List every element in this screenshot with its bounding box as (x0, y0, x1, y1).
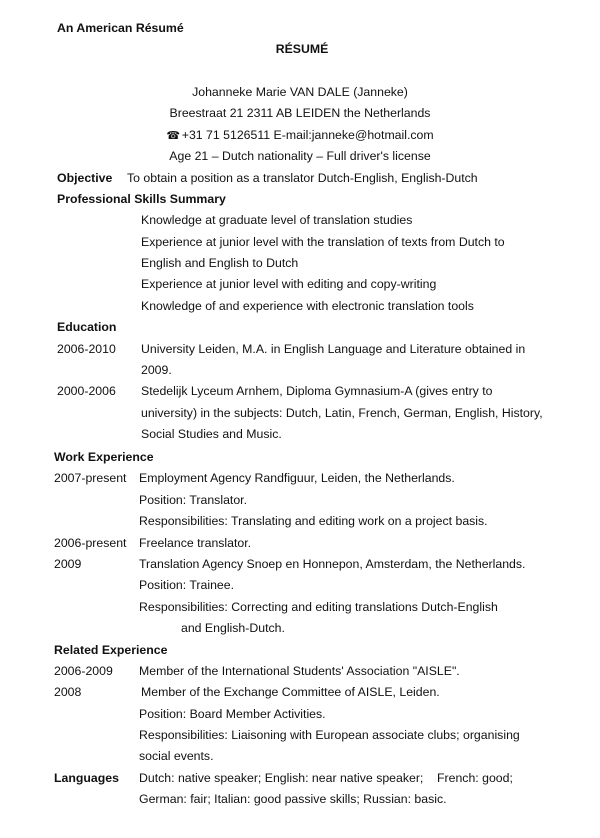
document-heading: An American Résumé (57, 21, 184, 35)
related-date: 2008 (54, 685, 82, 699)
education-line: University Leiden, M.A. in English Language and Literature obtained in (141, 342, 526, 356)
related-date: 2006-2009 (54, 664, 113, 678)
related-label: Related Experience (54, 643, 168, 657)
languages-line: German: fair; Italian: good passive skills; Russian: basic. (139, 792, 447, 806)
work-line: Responsibilities: Translating and editing work on a project basis. (139, 514, 488, 528)
education-date: 2000-2006 (57, 384, 116, 398)
skills-label: Professional Skills Summary (57, 192, 226, 206)
skills-line: Knowledge at graduate level of translation studies (141, 213, 413, 227)
work-line: Position: Translator. (139, 493, 247, 507)
work-date: 2009 (54, 557, 82, 571)
contact-name: Johanneke Marie VAN DALE (Janneke) (192, 85, 408, 99)
work-line: Freelance translator. (139, 536, 252, 550)
contact-details: Age 21 – Dutch nationality – Full driver's license (169, 149, 431, 163)
contact-phone-email (0, 128, 600, 142)
contact-address: Breestraat 21 2311 AB LEIDEN the Netherlands (169, 106, 431, 120)
education-line: 2009. (141, 363, 172, 377)
skills-line: Experience at junior level with the translation of texts from Dutch to (141, 235, 505, 249)
related-line: Position: Board Member Activities. (139, 707, 326, 721)
skills-line: Knowledge of and experience with electronic translation tools (141, 299, 474, 313)
work-label: Work Experience (54, 450, 154, 464)
telephone-icon: ☎ (166, 130, 181, 142)
skills-line: English and English to Dutch (141, 256, 299, 270)
languages-label: Languages (54, 771, 119, 785)
work-line: Responsibilities: Correcting and editing translations Dutch-English (139, 600, 498, 614)
resume-title: RÉSUMÉ (275, 42, 329, 56)
contact-phone-email-text: +31 71 5126511 E-mail:janneke@hotmail.com (181, 128, 434, 142)
objective-text: To obtain a position as a translator Dutch-English, English-Dutch (127, 171, 478, 185)
languages-line: Dutch: native speaker; English: near native speaker; French: good; (139, 771, 513, 785)
work-date: 2006-present (54, 536, 127, 550)
skills-line: Experience at junior level with editing and copy-writing (141, 277, 437, 291)
education-line: Social Studies and Music. (141, 427, 282, 441)
work-line: Position: Trainee. (139, 578, 235, 592)
related-line: Member of the Exchange Committee of AISLE, Leiden. (141, 685, 440, 699)
related-line: social events. (139, 749, 214, 763)
work-date: 2007-present (54, 471, 127, 485)
education-date: 2006-2010 (57, 342, 116, 356)
related-line: Member of the International Students' Association "AISLE". (139, 664, 460, 678)
related-line: Responsibilities: Liaisoning with European associate clubs; organising (139, 728, 520, 742)
education-label: Education (57, 320, 117, 334)
objective-label: Objective (57, 171, 113, 185)
work-line: Employment Agency Randfiguur, Leiden, the Netherlands. (139, 471, 455, 485)
education-line: Stedelijk Lyceum Arnhem, Diploma Gymnasium-A (gives entry to (141, 384, 493, 398)
work-line: and English-Dutch. (181, 621, 285, 635)
work-line: Translation Agency Snoep en Honnepon, Amsterdam, the Netherlands. (139, 557, 526, 571)
education-line: university) in the subjects: Dutch, Latin, French, German, English, History, (141, 406, 543, 420)
